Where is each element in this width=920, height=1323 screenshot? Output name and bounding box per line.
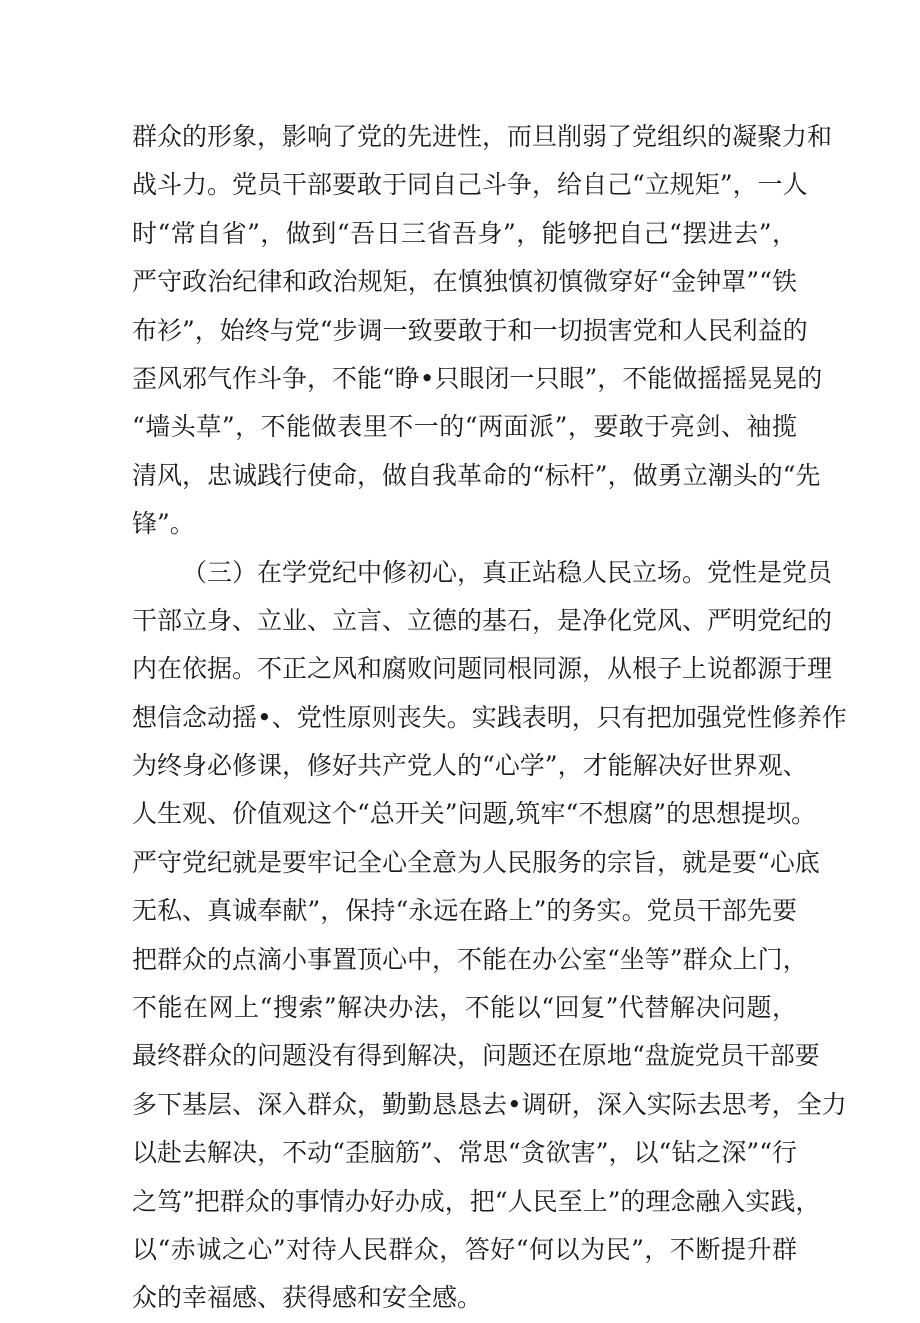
text-line: 清风，忠诚践行使命，做自我革命的“标杆”，做勇立潮头的“先 (132, 460, 821, 490)
text-line: 歪风邪气作斗争，不能“睁•只眼闭一只眼”，不能做摇摇晃晃的 (132, 363, 823, 393)
text-line: 最终群众的问题没有得到解决，问题还在原地“盘旋党员干部要 (132, 1041, 820, 1071)
text-line: 群众的形象，影响了党的先进性，而旦削弱了党组织的凝聚力和 (132, 122, 833, 151)
paragraph-1 (132, 113, 833, 549)
text-line: 以“赤诚之心”对待人民群众，答好“何以为民”，不断提升群 (132, 1234, 797, 1264)
text-line: 多下基层、深入群众，勤勤恳恳去•调研，深入实际去思考，全力 (132, 1089, 847, 1119)
text-line: “墙头草”，不能做表里不一的“两面派”，要敢于亮剑、袖揽 (132, 412, 797, 442)
text-line: 布衫”，始终与党“步调一致要敢于和一切损害党和人民利益的 (132, 315, 808, 345)
text-line: 以赴去解决，不动“歪脑筋”、常思“贪欲害”，以“钻之深”“行 (132, 1138, 797, 1168)
text-line: 锋”。 (132, 509, 195, 539)
document-body (132, 113, 847, 1323)
text-line: 内在依据。不正之风和腐败问题同根同源，从根子上说都源于理 (132, 654, 833, 684)
text-line: 把群众的点滴小事置顶心中，不能在办公室“坐等”群众上门， (132, 944, 808, 974)
text-line: 想信念动摇•、党性原则丧失。实践表明，只有把加强党性修养作 (132, 702, 847, 732)
text-line: 众的幸福感、获得感和安全感。 (132, 1283, 483, 1313)
text-line: 之笃”把群众的事情办好办成，把“人民至上”的理念融入实践， (132, 1186, 821, 1216)
text-line: 战斗力。党员干部要敢于同自己斗争，给自己“立规矩”，一人 (132, 170, 808, 200)
section-heading-line: （三）在学党纪中修初心，真正站稳人民立场。党性是党员 (182, 557, 833, 587)
text-line: 不能在网上“搜索”解决办法，不能以“回复”代替解决问题， (132, 993, 797, 1023)
text-line: 为终身必修课，修好共产党人的“心学”，才能解决好世界观、 (132, 751, 808, 781)
text-line: 严守政治纪律和政治规矩，在慎独慎初慎微穿好“金钟罩”“铁 (132, 267, 797, 297)
text-line: 时“常自省”，做到“吾日三省吾身”，能够把自己“摆进去”， (132, 218, 797, 248)
text-line: 干部立身、立业、立言、立德的基石，是净化党风、严明党纪的 (132, 605, 833, 635)
text-line: 严守党纪就是要牢记全心全意为人民服务的宗旨，就是要“心底 (132, 847, 820, 877)
text-line: 无私、真诚奉献”，保持“永远在路上”的务实。党员干部先要 (132, 896, 797, 926)
paragraph-2 (132, 549, 847, 1323)
text-line: 人生观、价值观这个“总开关”问题,筑牢“不想腐”的思想提坝。 (132, 799, 817, 829)
